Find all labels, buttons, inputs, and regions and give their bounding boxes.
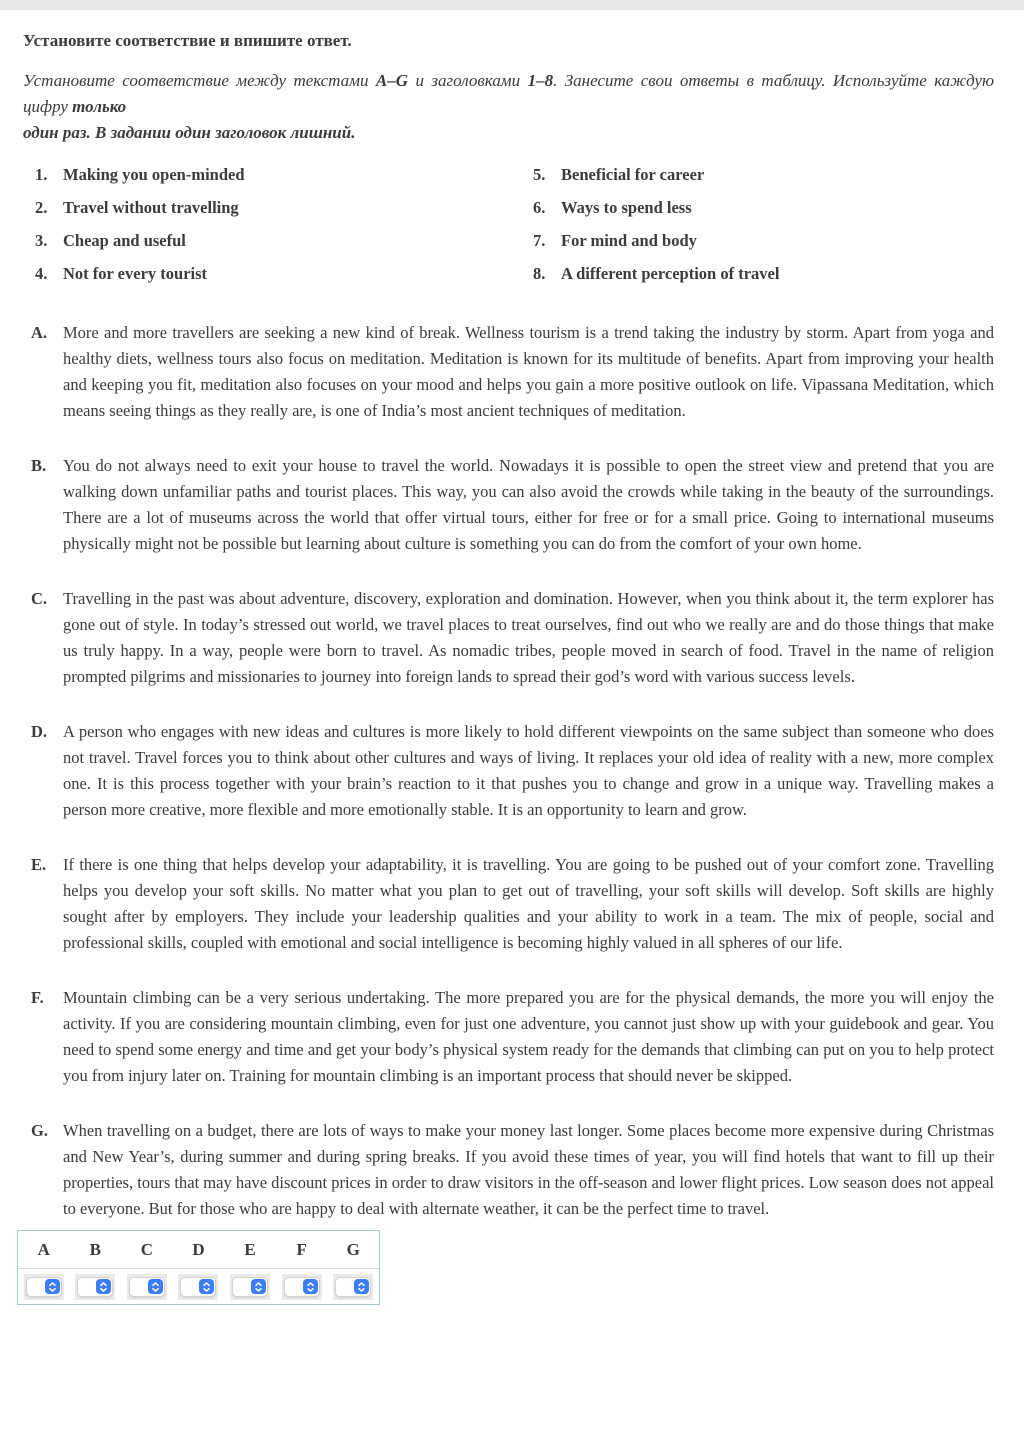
answer-cell-g: [333, 1274, 373, 1300]
answer-cell-a: [24, 1274, 64, 1300]
column-header-d: D: [192, 1239, 205, 1259]
paragraph-body: You do not always need to exit your house to travel the world. Nowadays it is possible to open the street view and pretend that you are walking down unfamiliar paths and tourist places. This way, you can also avoid the crowds while taking in the beauty of the surroundings. There are a lot of museums across the world that offer virtual tours, either for free or for a small price. Going to international museums physically might not be possible but learning about culture is something you can do from the comfort of your own home.: [63, 456, 994, 553]
paragraph-label: E.: [31, 855, 47, 874]
answer-cell-e: [230, 1274, 270, 1300]
heading-item-8: [533, 264, 994, 284]
paragraph-label: A.: [31, 323, 48, 342]
select-stepper-icon: [251, 1279, 266, 1294]
answer-table: [17, 1230, 380, 1305]
answer-select-f[interactable]: [284, 1277, 320, 1297]
answer-cell-c: [127, 1274, 167, 1300]
column-header-f: F: [296, 1239, 307, 1259]
heading-label: Not for every tourist: [63, 264, 208, 283]
heading-number: 3.: [35, 231, 48, 250]
heading-number: 2.: [35, 198, 48, 217]
instruction-text: и заголовками: [408, 71, 528, 90]
heading-item-5: [533, 165, 994, 185]
text-paragraph-f: [31, 985, 994, 1089]
select-stepper-icon: [148, 1279, 163, 1294]
paragraph-body: A person who engages with new ideas and cultures is more likely to hold different viewpoints on the same subject than someone who does not travel. Travel forces you to think about other cultures and ways of living. It replaces your old idea of reality with a new, more complex one. It is this process together with your brain’s reaction to it that pushes you to change and grow in a unique way. Travelling makes a person more creative, more flexible and more emotionally stable. It is an opportunity to learn and grow.: [63, 722, 994, 819]
heading-label: Beneficial for career: [561, 165, 705, 184]
heading-number: 5.: [533, 165, 546, 184]
headings-column-right: [533, 165, 994, 297]
paragraph-body: Mountain climbing can be a very serious undertaking. The more prepared you are for the physical demands, the more you will enjoy the activity. If you are considering mountain climbing, even for just one adventure, you cannot just show up with your guidebook and gear. You need to spend some energy and time and get your body’s physical system ready for the demands that climbing can put on you to help protect you from injury later on. Training for mountain climbing is an important process that should never be skipped.: [63, 988, 994, 1085]
heading-number: 8.: [533, 264, 546, 283]
paragraph-label: C.: [31, 589, 48, 608]
instruction-bold-word: только: [72, 97, 127, 116]
text-paragraph-a: [31, 320, 994, 424]
answer-select-a[interactable]: [26, 1277, 62, 1297]
paragraph-body: If there is one thing that helps develop your adaptability, it is travelling. You are going to be pushed out of your comfort zone. Travelling helps you develop your soft skills. No matter what you plan to get out of travelling, your soft skills will develop. Soft skills are highly sought after by employers. They include your leadership qualities and your ability to work in a team. The mix of people, social and professional skills, coupled with emotional and social intelligence is becoming highly valued in all spheres of our life.: [63, 855, 994, 952]
heading-item-2: [35, 198, 533, 218]
headings-list: [35, 165, 994, 297]
heading-label: Making you open-minded: [63, 165, 245, 184]
column-header-e: E: [244, 1239, 256, 1259]
heading-number: 1.: [35, 165, 48, 184]
answer-cell-d: [178, 1274, 218, 1300]
column-header-a: A: [37, 1239, 50, 1259]
heading-item-3: [35, 231, 533, 251]
heading-number: 7.: [533, 231, 546, 250]
heading-number: 4.: [35, 264, 48, 283]
text-paragraph-g: [31, 1118, 994, 1222]
answer-select-e[interactable]: [232, 1277, 268, 1297]
answer-select-g[interactable]: [335, 1277, 371, 1297]
column-header-g: G: [346, 1239, 360, 1259]
paragraph-body: Travelling in the past was about adventure, discovery, exploration and domination. However, when you think about it, the term explorer has gone out of style. In today’s stressed out world, we travel places to treat ourselves, find out who we really are and do those things that make us truly happy. In a way, people were born to travel. As nomadic tribes, people moved in search of food. Travel in the name of religion prompted pilgrims and missionaries to journey into foreign lands to spread their god’s word with various success levels.: [63, 589, 994, 686]
select-stepper-icon: [354, 1279, 369, 1294]
instruction-bold-range: 1–8: [527, 71, 554, 90]
text-paragraph-b: [31, 453, 994, 557]
heading-item-6: [533, 198, 994, 218]
answer-cell-b: [75, 1274, 115, 1300]
select-stepper-icon: [96, 1279, 111, 1294]
page-title: Установите соответствие и впишите ответ.: [23, 31, 352, 50]
select-stepper-icon: [45, 1279, 60, 1294]
top-divider-bar: [0, 0, 1024, 10]
heading-item-7: [533, 231, 994, 251]
text-paragraph-e: [31, 852, 994, 956]
task-instruction: [23, 68, 994, 120]
task-page: [0, 31, 1024, 1305]
column-header-c: C: [140, 1239, 154, 1259]
answer-cell-f: [282, 1274, 322, 1300]
heading-label: Ways to spend less: [561, 198, 692, 217]
answer-table-inputs-row: [18, 1269, 379, 1304]
heading-item-4: [35, 264, 533, 284]
answer-select-c[interactable]: [129, 1277, 165, 1297]
heading-item-1: [35, 165, 533, 185]
heading-label: A different perception of travel: [561, 264, 780, 283]
answer-select-b[interactable]: [77, 1277, 113, 1297]
heading-label: Cheap and useful: [63, 231, 186, 250]
paragraph-label: B.: [31, 456, 47, 475]
instruction-bold-range: А–G: [375, 71, 409, 90]
heading-label: For mind and body: [561, 231, 697, 250]
task-instruction-line2: один раз. В задании один заголовок лишний.: [23, 123, 356, 142]
instruction-text: . Занесите свои ответы в таблицу. Используйте каждую цифру: [23, 71, 994, 116]
paragraph-label: G.: [31, 1121, 48, 1140]
answer-table-header: [18, 1231, 379, 1269]
headings-column-left: [35, 165, 533, 297]
heading-label: Travel without travelling: [63, 198, 239, 217]
text-paragraph-c: [31, 586, 994, 690]
instruction-text: Установите соответствие между текстами: [23, 71, 376, 90]
paragraph-label: F.: [31, 988, 44, 1007]
select-stepper-icon: [199, 1279, 214, 1294]
texts-section: [22, 320, 994, 1222]
answer-select-d[interactable]: [180, 1277, 216, 1297]
paragraph-label: D.: [31, 722, 48, 741]
heading-number: 6.: [533, 198, 546, 217]
text-paragraph-d: [31, 719, 994, 823]
paragraph-body: More and more travellers are seeking a new kind of break. Wellness tourism is a trend taking the industry by storm. Apart from yoga and healthy diets, wellness tours also focus on meditation. Meditation is known for its multitude of benefits. Apart from improving your health and keeping you fit, meditation also focuses on your mood and helps you gain a more positive outlook on life. Vipassana Meditation, which means seeing things as they really are, is one of India’s most ancient techniques of meditation.: [63, 323, 994, 420]
column-header-b: B: [89, 1239, 102, 1259]
select-stepper-icon: [303, 1279, 318, 1294]
paragraph-body: When travelling on a budget, there are lots of ways to make your money last longer. Some places become more expensive during Christmas and New Year’s, during summer and during spring breaks. If you avoid these times of year, you will find hotels that want to fill up their properties, tours that may have discount prices in order to draw visitors in the off-season and lower flight prices. Low season does not appeal to everyone. But for those who are happy to deal with alternate weather, it can be the perfect time to travel.: [63, 1121, 994, 1218]
